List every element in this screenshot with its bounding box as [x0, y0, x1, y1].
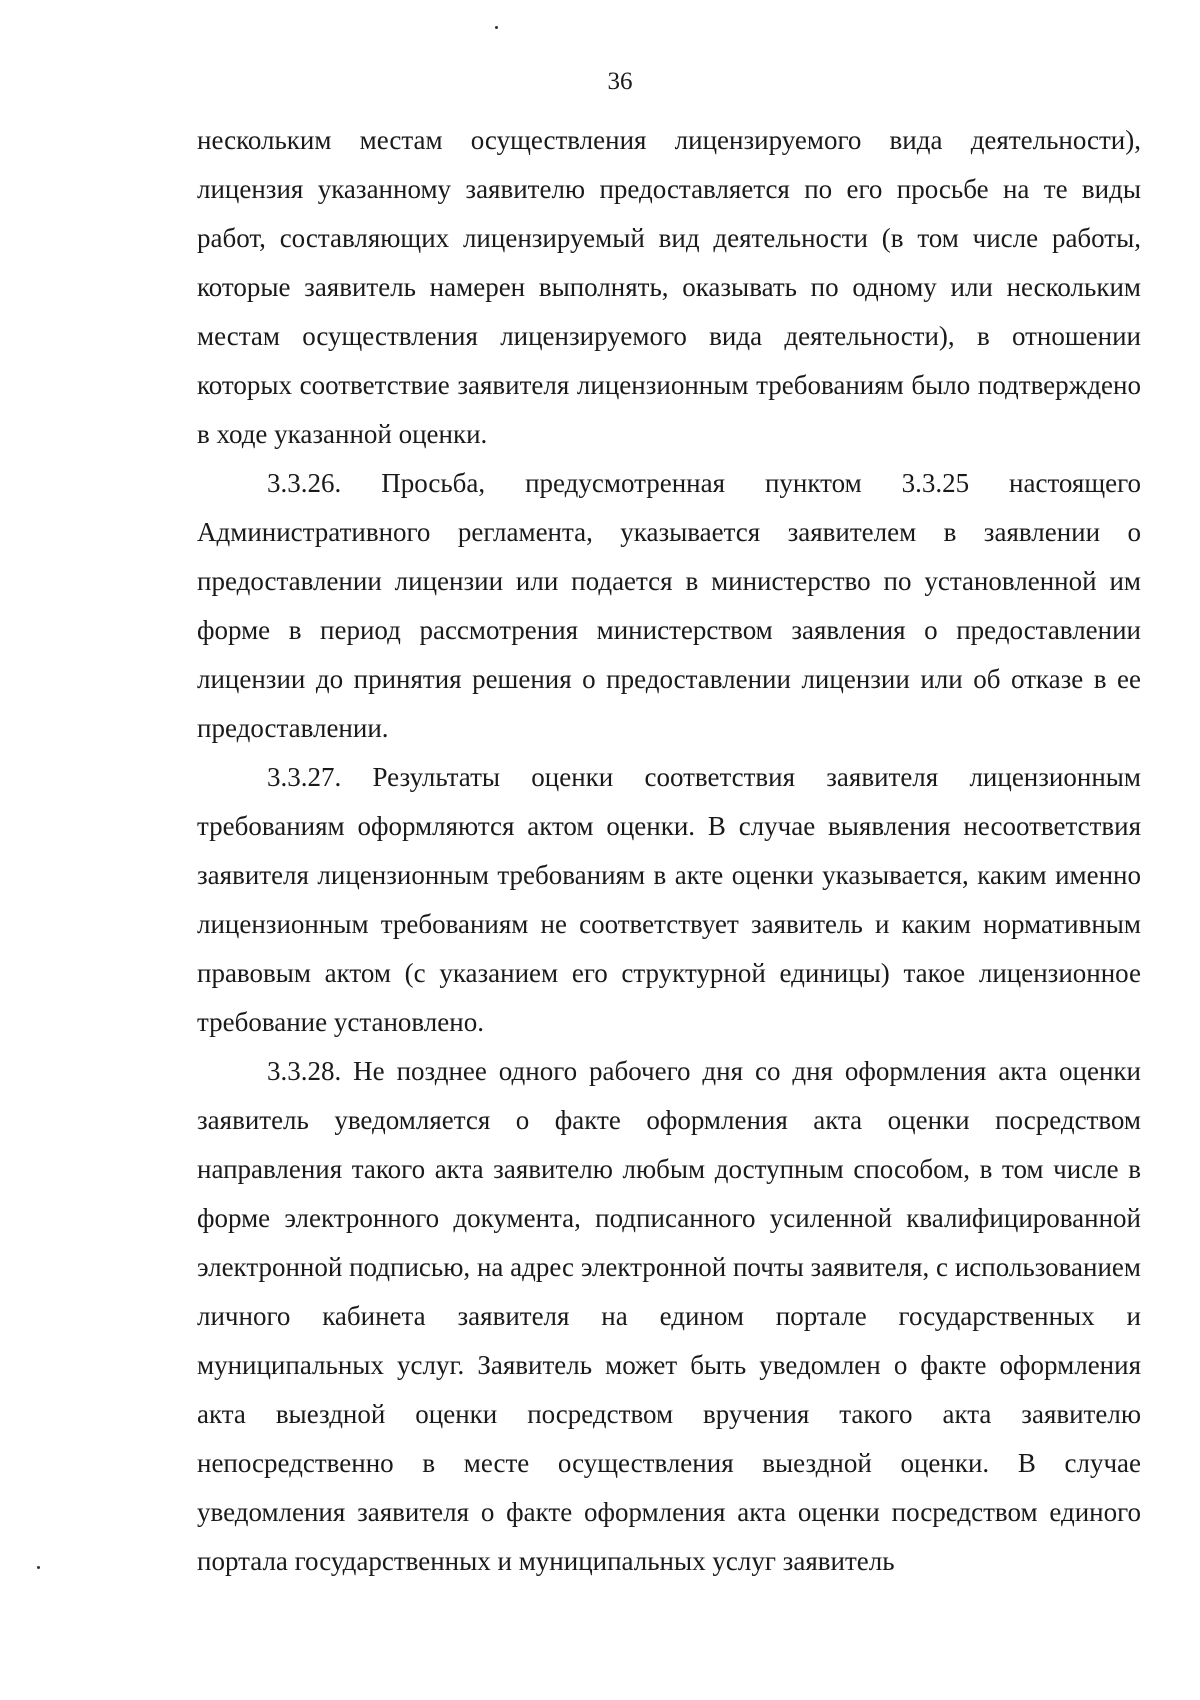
scan-speck — [37, 1566, 40, 1569]
paragraph-continuation: нескольким местам осуществления лицензируемого вида деятельности), лицензия указанному заявителю предоставляется по его просьбе на те виды работ, составляющих лицензируемый вид деятельности (в том числе работы, которые заявитель намерен выполнять, оказывать по одному или нескольким местам осуществления лицензируемого вида деятельности), в отношении которых соответствие заявителя лицензионным требованиям было подтверждено в ходе указанной оценки. — [197, 125, 1141, 449]
body-text — [197, 116, 1141, 1586]
paragraph-3-3-27: 3.3.27. Результаты оценки соответствия заявителя лицензионным требованиям оформляются актом оценки. В случае выявления несоответствия заявителя лицензионным требованиям в акте оценки указывается, каким именно лицензионным требованиям не соответствует заявитель и каким нормативным правовым актом (с указанием его структурной единицы) такое лицензионное требование установлено. — [197, 762, 1141, 1037]
paragraph-3-3-28: 3.3.28. Не позднее одного рабочего дня со дня оформления акта оценки заявитель уведомляется о факте оформления акта оценки посредством направления такого акта заявителю любым доступным способом, в том числе в форме электронного документа, подписанного усиленной квалифицированной электронной подписью, на адрес электронной почты заявителя, с использованием личного кабинета заявителя на едином портале государственных и муниципальных услуг. Заявитель может быть уведомлен о факте оформления акта выездной оценки посредством вручения такого акта заявителю непосредственно в месте осуществления выездной оценки. В случае уведомления заявителя о факте оформления акта оценки посредством единого портала государственных и муниципальных услуг заявитель — [197, 1056, 1141, 1576]
paragraph-3-3-26: 3.3.26. Просьба, предусмотренная пунктом 3.3.25 настоящего Административного регламента, указывается заявителем в заявлении о предоставлении лицензии или подается в министерство по установленной им форме в период рассмотрения министерством заявления о предоставлении лицензии до принятия решения о предоставлении лицензии или об отказе в ее предоставлении. — [197, 468, 1141, 743]
scan-speck — [495, 26, 498, 29]
page-number: 36 — [607, 68, 633, 95]
